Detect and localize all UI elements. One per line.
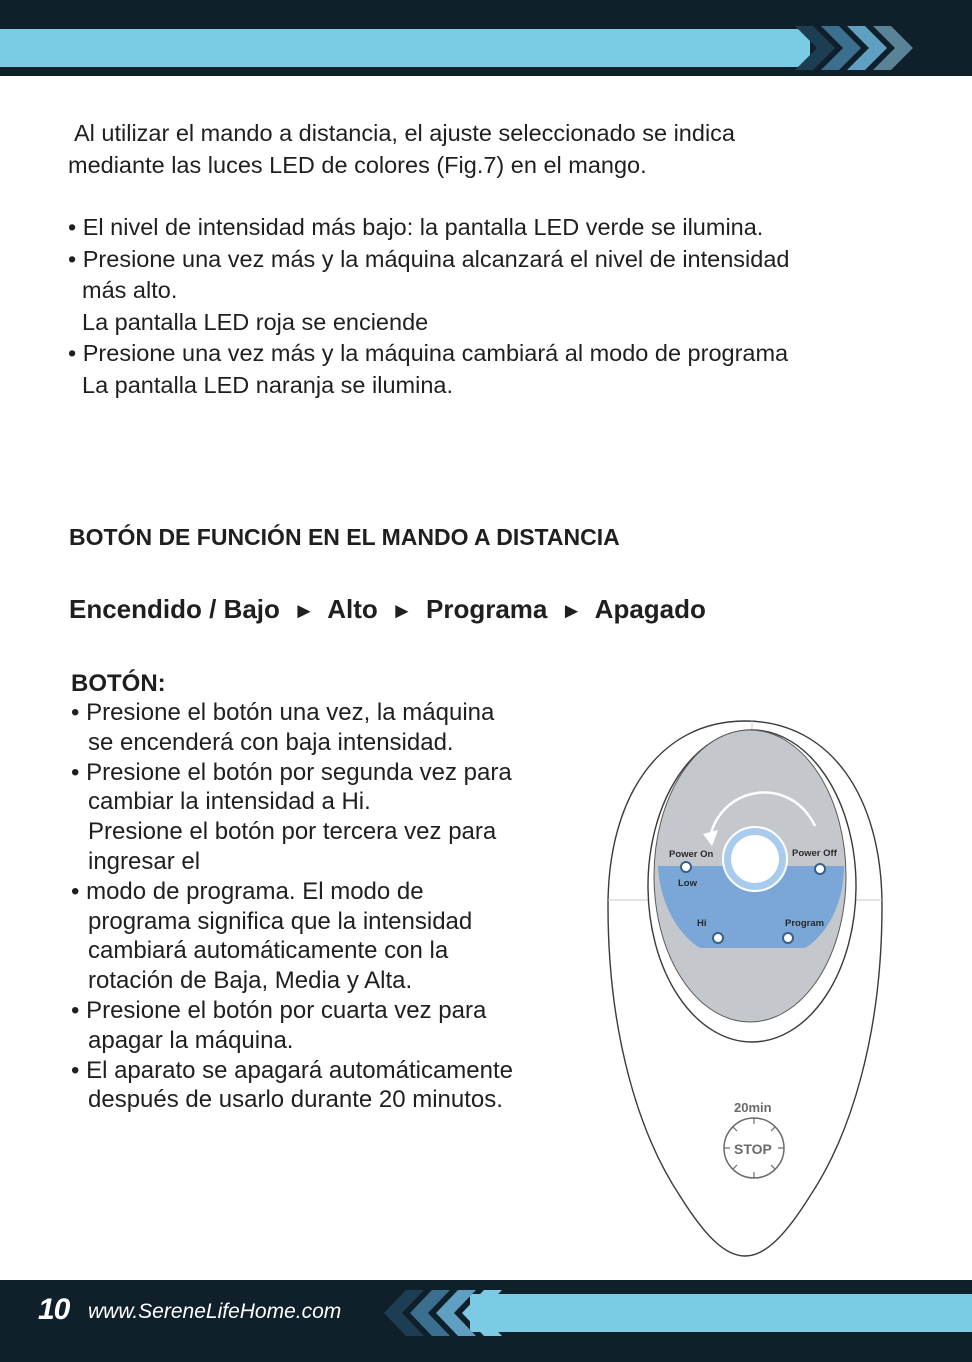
function-sequence bbox=[69, 594, 706, 625]
sequence-step: Apagado bbox=[594, 594, 706, 624]
list-item: • Presione el botón por segunda vez para bbox=[71, 758, 512, 786]
chevron-left-icon bbox=[382, 1290, 502, 1336]
list-item-continuation: cambiará automáticamente con la bbox=[88, 937, 449, 965]
label-timer: 20min bbox=[734, 1100, 772, 1115]
list-item-continuation: programa significa que la intensidad bbox=[88, 907, 473, 935]
list-item: • modo de programa. El modo de bbox=[71, 877, 424, 905]
button-heading: BOTÓN: bbox=[71, 670, 166, 697]
led-bullet-list bbox=[68, 212, 789, 401]
led-hi bbox=[713, 933, 723, 943]
label-power-on: Power On bbox=[669, 849, 714, 860]
list-item-continuation: después de usarlo durante 20 minutos. bbox=[88, 1086, 503, 1114]
list-item-continuation: La pantalla LED roja se enciende bbox=[82, 308, 429, 335]
arrow-right-icon: ► bbox=[293, 598, 315, 623]
arrow-right-icon: ► bbox=[560, 598, 583, 623]
led-program bbox=[783, 933, 793, 943]
list-item-continuation: rotación de Baja, Media y Alta. bbox=[88, 967, 413, 995]
list-item-continuation: apagar la máquina. bbox=[88, 1026, 294, 1054]
list-item: • El aparato se apagará automáticamente bbox=[71, 1056, 514, 1084]
sequence-step: Programa bbox=[426, 594, 548, 624]
led-power-off bbox=[815, 864, 825, 874]
list-item-continuation: cambiar la intensidad a Hi. bbox=[88, 788, 371, 816]
list-item: • El nivel de intensidad más bajo: la pantalla LED verde se ilumina. bbox=[68, 214, 764, 240]
arrow-right-icon: ► bbox=[390, 598, 413, 623]
label-program: Program bbox=[785, 918, 825, 929]
footer-stripe bbox=[470, 1294, 972, 1332]
list-item: • Presione una vez más y la máquina alcanzará el nivel de intensidad bbox=[68, 245, 790, 272]
list-item-continuation: Presione el botón por tercera vez para bbox=[88, 818, 497, 846]
remote-control-illustration bbox=[600, 716, 890, 1261]
intro-line: mediante las luces LED de colores (Fig.7) en el mango. bbox=[68, 151, 647, 178]
sequence-step: Alto bbox=[327, 594, 378, 624]
sequence-step: Encendido / Bajo bbox=[69, 594, 280, 624]
list-item: • Presione el botón por cuarta vez para bbox=[71, 996, 487, 1024]
center-button bbox=[731, 835, 779, 883]
label-stop: STOP bbox=[734, 1141, 772, 1157]
label-power-off: Power Off bbox=[792, 848, 837, 859]
label-hi: Hi bbox=[697, 918, 707, 929]
chevron-right-icon bbox=[795, 26, 925, 70]
button-instructions bbox=[71, 698, 513, 1115]
list-item-continuation: más alto. bbox=[82, 277, 178, 303]
website-url: www.SereneLifeHome.com bbox=[88, 1300, 342, 1323]
header-stripe bbox=[0, 29, 810, 67]
intro-paragraph bbox=[68, 118, 735, 181]
list-item: • Presione una vez más y la máquina cambiará al modo de programa bbox=[68, 340, 789, 366]
led-power-on bbox=[681, 862, 691, 872]
list-item-continuation: ingresar el bbox=[88, 847, 201, 875]
intro-line: Al utilizar el mando a distancia, el ajuste seleccionado se indica bbox=[74, 120, 735, 146]
list-item: • Presione el botón una vez, la máquina bbox=[71, 699, 495, 726]
list-item-continuation: se encenderá con baja intensidad. bbox=[88, 728, 454, 756]
label-low: Low bbox=[678, 878, 697, 889]
page-number: 10 bbox=[38, 1293, 70, 1326]
section-title: BOTÓN DE FUNCIÓN EN EL MANDO A DISTANCIA bbox=[69, 524, 620, 550]
list-item-continuation: La pantalla LED naranja se ilumina. bbox=[82, 371, 454, 398]
